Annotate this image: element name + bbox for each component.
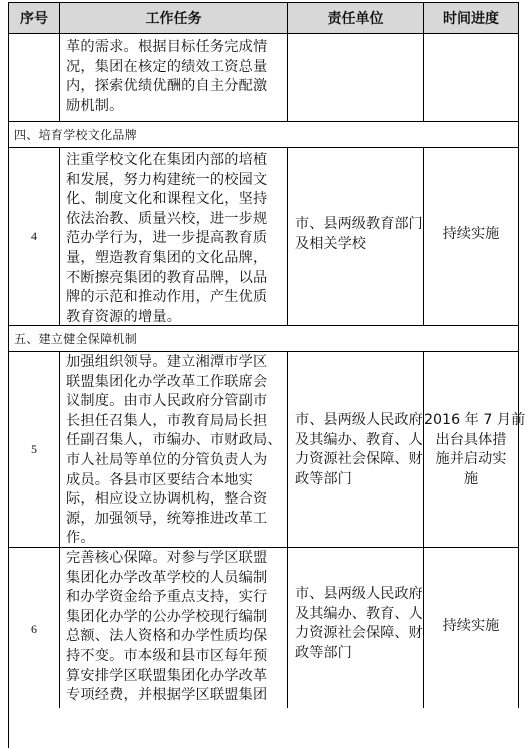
task-line: 作。: [66, 530, 95, 547]
task-line: 源，加强领导，统筹推进改革工: [66, 510, 268, 527]
row-time-cell: [423, 352, 526, 547]
task-text: [66, 549, 283, 706]
header-unit: 责任单位: [287, 3, 423, 33]
time-line: 2016 年 7 月前: [424, 412, 526, 428]
task-line: 联盟集团化办学改革工作联席会: [66, 373, 268, 390]
unit-line: 及相关学校: [295, 235, 366, 252]
unit-line: 力资源社会保障、财: [295, 451, 423, 468]
time-line: 施并启动实: [435, 451, 507, 468]
time-line: 施: [463, 470, 479, 487]
row-task-cell: [59, 148, 287, 325]
section-title: 五、建立健全保障机制: [14, 332, 138, 346]
row-no-cell: [8, 548, 59, 748]
row-number: 6: [31, 621, 37, 636]
table-row: [8, 148, 519, 326]
row-task-cell: [59, 34, 287, 121]
task-line: 完善核心保障。对参与学区联盟: [66, 550, 268, 566]
row-time-cell: [423, 148, 519, 325]
task-text: [66, 151, 283, 327]
section-row: [8, 122, 519, 148]
header-no: 序号: [8, 3, 59, 33]
row-unit-cell: [287, 34, 423, 121]
table-row: [8, 352, 526, 548]
row-no-cell: [8, 148, 59, 325]
unit-text: [295, 585, 423, 663]
task-line: 市人社局等单位的分管负责人为: [66, 451, 268, 468]
task-line: 依法治教、质量兴校，进一步规: [66, 210, 268, 227]
table-row: [8, 34, 519, 122]
unit-line: 力资源社会保障、财: [295, 625, 423, 642]
task-line: 和发展，努力构建统一的校园文: [66, 171, 268, 188]
task-line: 和办学资金给予重点支持，实行: [66, 589, 268, 606]
row-unit-cell: [287, 352, 423, 547]
time-text: [424, 225, 518, 245]
task-line: 集团化办学的公办学校现行编制: [66, 608, 268, 625]
unit-line: 政等部门: [295, 470, 352, 487]
task-text: [66, 38, 283, 116]
row-number: 4: [31, 229, 37, 243]
task-line: 持不变。市本级和县市区每年预: [66, 647, 268, 664]
unit-line: 市、县两级人民政府: [295, 586, 423, 602]
unit-text: [295, 215, 423, 254]
task-line: 牌的示范和推动作用，产生优质: [66, 289, 268, 306]
task-line: 算安排学区联盟集团化办学改革: [66, 667, 268, 684]
time-text: [424, 411, 526, 489]
unit-line: 市、县两级教育部门: [295, 216, 423, 232]
task-text: [66, 353, 283, 549]
unit-line: 及其编办、教育、人: [295, 431, 423, 448]
time-text: [424, 617, 518, 637]
unit-line: 及其编办、教育、人: [295, 605, 423, 622]
task-line: 加强组织领导。建立湘潭市学区: [66, 354, 268, 370]
task-line: 集团化办学改革学校的人员编制: [66, 569, 268, 586]
task-line: 任副召集人，市编办、市财政局、: [66, 432, 282, 449]
header-time: 时间进度: [423, 3, 519, 33]
section-title: 四、培育学校文化品牌: [14, 128, 138, 142]
time-line: 持续实施: [442, 226, 500, 242]
task-line: 内，探索优绩优酬的自主分配激: [66, 78, 268, 95]
task-line: 量，塑造教育集团的文化品牌，: [66, 249, 268, 266]
row-unit-cell: [287, 548, 423, 708]
task-line: 长担任召集人，市教育局局长担: [66, 412, 268, 429]
task-line: 议制度。由市人民政府分管副市: [66, 393, 268, 410]
time-line: 出台具体措: [435, 431, 507, 448]
task-line: 化、制度文化和课程文化，坚持: [66, 191, 268, 208]
task-line: 专项经费，并根据学区联盟集团: [66, 687, 268, 704]
unit-text: [295, 411, 423, 489]
row-no-cell: [8, 352, 59, 547]
task-line: 况，集团在核定的绩效工资总量: [66, 58, 268, 75]
task-line: 范办学行为，进一步提高教育质: [66, 230, 268, 247]
task-line: 注重学校文化在集团内部的培植: [66, 152, 268, 168]
task-line: 总额、法人资格和办学性质均保: [66, 628, 268, 645]
unit-line: 政等部门: [295, 644, 352, 661]
section-row: [8, 326, 519, 352]
task-line: 不断擦亮集团的教育品牌，以品: [66, 269, 268, 286]
table-row: [8, 548, 519, 708]
row-task-cell: [59, 352, 287, 547]
unit-line: 市、县两级人民政府: [295, 412, 423, 428]
row-number: 5: [31, 442, 37, 456]
row-time-cell: [423, 548, 519, 708]
table-header-row: [8, 2, 519, 34]
task-line: 成员。各县市区要结合本地实: [66, 471, 254, 488]
row-time-cell: [423, 34, 519, 121]
task-line: 际，相应设立协调机构，整合资: [66, 491, 268, 508]
row-unit-cell: [287, 148, 423, 325]
task-line: 励机制。: [66, 97, 124, 114]
task-line: 教育资源的增量。: [66, 308, 182, 325]
time-line: 持续实施: [442, 618, 500, 634]
row-no-cell: [8, 34, 59, 121]
header-task: 工作任务: [59, 3, 287, 33]
row-task-cell: [59, 548, 287, 708]
task-line: 革的需求。根据目标任务完成情: [66, 39, 268, 55]
